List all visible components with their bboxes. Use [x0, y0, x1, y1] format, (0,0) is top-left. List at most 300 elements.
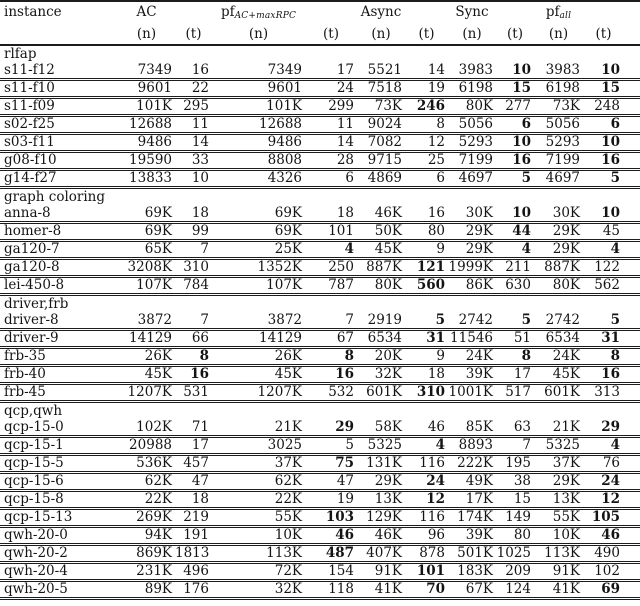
- col-header-sync: [448, 1, 496, 26]
- value-cell: 12: [405, 491, 448, 509]
- value-cell: 73K: [534, 98, 583, 116]
- instance-name: qcp-15-8: [0, 491, 118, 509]
- section-label: graph coloring: [4, 189, 106, 205]
- value-cell: 96: [405, 527, 448, 545]
- value-cell: 29K: [448, 241, 496, 259]
- value-cell: 7349: [118, 63, 175, 80]
- value-cell: 46K: [357, 206, 405, 223]
- instance-name: frb-40: [0, 366, 118, 384]
- value-cell: 16: [305, 366, 357, 384]
- value-cell: 69K: [212, 223, 305, 241]
- value-cell: 11: [175, 116, 212, 134]
- col-header-instance: instance: [0, 1, 118, 45]
- col-header-async-t: (t): [405, 26, 448, 45]
- col-header-sync-label: Sync: [455, 4, 489, 20]
- value-cell: 7: [305, 313, 357, 330]
- value-cell: 55K: [534, 509, 583, 527]
- value-cell: 25K: [212, 241, 305, 259]
- value-cell: 601K: [357, 384, 405, 402]
- value-cell: 69K: [118, 223, 175, 241]
- value-cell: 73K: [357, 98, 405, 116]
- value-cell: 18: [175, 491, 212, 509]
- table-row: [0, 509, 640, 527]
- value-cell: 517: [496, 384, 534, 402]
- value-cell: 101: [405, 563, 448, 581]
- value-cell: 46K: [357, 527, 405, 545]
- value-cell: 630: [496, 277, 534, 295]
- value-cell: 2742: [534, 313, 583, 330]
- value-cell: 89K: [118, 581, 175, 599]
- value-cell: 32K: [212, 581, 305, 599]
- value-cell: 209: [496, 563, 534, 581]
- col-header-pf-acmaxrpc-n: (n): [212, 26, 305, 45]
- value-cell: 30K: [534, 206, 583, 223]
- value-cell: 6534: [357, 330, 405, 348]
- value-cell: 222K: [448, 455, 496, 473]
- value-cell: 5056: [448, 116, 496, 134]
- value-cell: 10K: [212, 527, 305, 545]
- value-cell: 20K: [357, 348, 405, 366]
- value-cell: 1999K: [448, 259, 496, 277]
- value-cell: 22K: [118, 491, 175, 509]
- value-cell: 869K: [118, 545, 175, 563]
- value-cell: 1207K: [118, 384, 175, 402]
- value-cell: 30K: [448, 206, 496, 223]
- value-cell: 12: [405, 134, 448, 152]
- value-cell: 1352K: [212, 259, 305, 277]
- value-cell: 101K: [118, 98, 175, 116]
- value-cell: 1025: [496, 545, 534, 563]
- value-cell: 4: [305, 241, 357, 259]
- table-row: [0, 98, 640, 116]
- col-header-pf-acmaxrpc-t: (t): [305, 26, 357, 45]
- value-cell: 9486: [212, 134, 305, 152]
- value-cell: 7518: [357, 80, 405, 98]
- value-cell: 103: [305, 509, 357, 527]
- value-cell: 17: [175, 437, 212, 455]
- value-cell: 16: [583, 366, 640, 384]
- col-header-async-label: Async: [360, 4, 402, 20]
- value-cell: 129K: [357, 509, 405, 527]
- instance-name: s11-f09: [0, 98, 118, 116]
- value-cell: 122: [583, 259, 640, 277]
- value-cell: 8: [496, 348, 534, 366]
- value-cell: 51: [496, 330, 534, 348]
- value-cell: 24: [405, 473, 448, 491]
- value-cell: 5325: [357, 437, 405, 455]
- value-cell: 4869: [357, 170, 405, 188]
- value-cell: 4697: [534, 170, 583, 188]
- value-cell: 532: [305, 384, 357, 402]
- value-cell: 102K: [118, 420, 175, 437]
- header-spacer: [496, 1, 534, 26]
- value-cell: 28: [305, 152, 357, 170]
- value-cell: 277: [496, 98, 534, 116]
- value-cell: 16: [405, 206, 448, 223]
- value-cell: 887K: [534, 259, 583, 277]
- value-cell: 18: [305, 206, 357, 223]
- value-cell: 116: [405, 509, 448, 527]
- value-cell: 14: [175, 134, 212, 152]
- value-cell: 2742: [448, 313, 496, 330]
- value-cell: 8: [583, 348, 640, 366]
- value-cell: 9486: [118, 134, 175, 152]
- value-cell: 16: [583, 152, 640, 170]
- value-cell: 487: [305, 545, 357, 563]
- table-row: [0, 348, 640, 366]
- value-cell: 50K: [357, 223, 405, 241]
- value-cell: 6534: [534, 330, 583, 348]
- table-row: [0, 259, 640, 277]
- value-cell: 310: [175, 259, 212, 277]
- instance-name: anna-8: [0, 206, 118, 223]
- value-cell: 3983: [534, 63, 583, 80]
- value-cell: 407K: [357, 545, 405, 563]
- value-cell: 5: [583, 170, 640, 188]
- table-row: [0, 527, 640, 545]
- col-header-pf-acmaxrpc-sub: AC+maxRPC: [234, 11, 297, 21]
- value-cell: 560: [405, 277, 448, 295]
- value-cell: 174K: [448, 509, 496, 527]
- value-cell: 45K: [212, 366, 305, 384]
- value-cell: 7349: [212, 63, 305, 80]
- value-cell: 6198: [534, 80, 583, 98]
- value-cell: 183K: [448, 563, 496, 581]
- value-cell: 10: [496, 63, 534, 80]
- value-cell: 15: [583, 80, 640, 98]
- value-cell: 9: [405, 241, 448, 259]
- value-cell: 457: [175, 455, 212, 473]
- value-cell: 6: [405, 170, 448, 188]
- value-cell: 14: [305, 134, 357, 152]
- value-cell: 8: [175, 348, 212, 366]
- value-cell: 118: [305, 581, 357, 599]
- header-spacer: [175, 1, 212, 26]
- value-cell: 16: [175, 366, 212, 384]
- table-row: [0, 277, 640, 295]
- value-cell: 8: [405, 116, 448, 134]
- value-cell: 5521: [357, 63, 405, 80]
- instance-name: qcp-15-6: [0, 473, 118, 491]
- instance-name: qcp-15-0: [0, 420, 118, 437]
- col-header-pf-acmaxrpc: [212, 1, 305, 26]
- value-cell: 24K: [534, 348, 583, 366]
- value-cell: 15: [496, 491, 534, 509]
- table-row: [0, 116, 640, 134]
- value-cell: 80K: [534, 277, 583, 295]
- value-cell: 65K: [118, 241, 175, 259]
- instance-name: lei-450-8: [0, 277, 118, 295]
- value-cell: 19: [305, 491, 357, 509]
- value-cell: 29K: [534, 223, 583, 241]
- value-cell: 5056: [534, 116, 583, 134]
- value-cell: 6: [305, 170, 357, 188]
- value-cell: 11546: [448, 330, 496, 348]
- value-cell: 10: [583, 63, 640, 80]
- value-cell: 313: [583, 384, 640, 402]
- table-row: [0, 80, 640, 98]
- value-cell: 19590: [118, 152, 175, 170]
- instance-name: ga120-7: [0, 241, 118, 259]
- value-cell: 94K: [118, 527, 175, 545]
- value-cell: 1207K: [212, 384, 305, 402]
- value-cell: 12688: [118, 116, 175, 134]
- value-cell: 5: [583, 313, 640, 330]
- value-cell: 784: [175, 277, 212, 295]
- value-cell: 9601: [212, 80, 305, 98]
- value-cell: 887K: [357, 259, 405, 277]
- value-cell: 62K: [212, 473, 305, 491]
- instance-name: s02-f25: [0, 116, 118, 134]
- instance-name: qcp-15-13: [0, 509, 118, 527]
- value-cell: 14: [405, 63, 448, 80]
- value-cell: 45K: [118, 366, 175, 384]
- value-cell: 878: [405, 545, 448, 563]
- value-cell: 12: [583, 491, 640, 509]
- table-row: [0, 420, 640, 437]
- header-spacer: [305, 1, 357, 26]
- table-row: [0, 223, 640, 241]
- value-cell: 17: [305, 63, 357, 80]
- value-cell: 501K: [448, 545, 496, 563]
- value-cell: 6: [583, 116, 640, 134]
- value-cell: 26K: [212, 348, 305, 366]
- value-cell: 9: [405, 348, 448, 366]
- instance-name: qwh-20-2: [0, 545, 118, 563]
- value-cell: 39K: [448, 527, 496, 545]
- value-cell: 8: [305, 348, 357, 366]
- table-row: [0, 63, 640, 80]
- value-cell: 10: [583, 134, 640, 152]
- value-cell: 299: [305, 98, 357, 116]
- value-cell: 4: [405, 437, 448, 455]
- value-cell: 58K: [357, 420, 405, 437]
- value-cell: 9715: [357, 152, 405, 170]
- instance-name: driver-8: [0, 313, 118, 330]
- value-cell: 107K: [212, 277, 305, 295]
- value-cell: 85K: [448, 420, 496, 437]
- value-cell: 246: [405, 98, 448, 116]
- value-cell: 20988: [118, 437, 175, 455]
- value-cell: 99: [175, 223, 212, 241]
- value-cell: 269K: [118, 509, 175, 527]
- value-cell: 18: [175, 206, 212, 223]
- value-cell: 17K: [448, 491, 496, 509]
- value-cell: 91K: [534, 563, 583, 581]
- value-cell: 496: [175, 563, 212, 581]
- value-cell: 69K: [118, 206, 175, 223]
- header-spacer: [405, 1, 448, 26]
- col-header-pf-all-t: (t): [583, 26, 640, 45]
- value-cell: 37K: [534, 455, 583, 473]
- value-cell: 107K: [118, 277, 175, 295]
- value-cell: 9601: [118, 80, 175, 98]
- value-cell: 15: [496, 80, 534, 98]
- value-cell: 49K: [448, 473, 496, 491]
- value-cell: 176: [175, 581, 212, 599]
- value-cell: 10: [175, 170, 212, 188]
- value-cell: 24: [583, 473, 640, 491]
- instance-name: frb-35: [0, 348, 118, 366]
- instance-name: frb-45: [0, 384, 118, 402]
- value-cell: 13K: [357, 491, 405, 509]
- value-cell: 41K: [534, 581, 583, 599]
- table-row: [0, 491, 640, 509]
- col-header-pf-acmaxrpc-label: pf: [220, 4, 235, 20]
- instance-name: qcp-15-1: [0, 437, 118, 455]
- value-cell: 8893: [448, 437, 496, 455]
- col-header-sync-n: (n): [448, 26, 496, 45]
- value-cell: 1813: [175, 545, 212, 563]
- table-row: [0, 330, 640, 348]
- value-cell: 22: [175, 80, 212, 98]
- instance-name: homer-8: [0, 223, 118, 241]
- col-header-pf-all-n: (n): [534, 26, 583, 45]
- value-cell: 101: [305, 223, 357, 241]
- value-cell: 10: [496, 134, 534, 152]
- value-cell: 5293: [534, 134, 583, 152]
- value-cell: 11: [305, 116, 357, 134]
- value-cell: 29K: [448, 223, 496, 241]
- value-cell: 7: [175, 241, 212, 259]
- value-cell: 14129: [212, 330, 305, 348]
- value-cell: 219: [175, 509, 212, 527]
- value-cell: 71: [175, 420, 212, 437]
- value-cell: 67K: [448, 581, 496, 599]
- value-cell: 101K: [212, 98, 305, 116]
- instance-name: driver-9: [0, 330, 118, 348]
- instance-name: qwh-20-5: [0, 581, 118, 599]
- table-row: [0, 152, 640, 170]
- value-cell: 211: [496, 259, 534, 277]
- value-cell: 9024: [357, 116, 405, 134]
- value-cell: 45K: [534, 366, 583, 384]
- value-cell: 2919: [357, 313, 405, 330]
- value-cell: 13833: [118, 170, 175, 188]
- table-row: [0, 313, 640, 330]
- value-cell: 45: [583, 223, 640, 241]
- value-cell: 46: [405, 420, 448, 437]
- value-cell: 5: [305, 437, 357, 455]
- instance-name: qwh-20-4: [0, 563, 118, 581]
- value-cell: 5: [496, 313, 534, 330]
- value-cell: 72K: [212, 563, 305, 581]
- value-cell: 490: [583, 545, 640, 563]
- table-row: [0, 437, 640, 455]
- value-cell: 47: [175, 473, 212, 491]
- value-cell: 536K: [118, 455, 175, 473]
- header-spacer: [583, 1, 640, 26]
- value-cell: 154: [305, 563, 357, 581]
- value-cell: 13K: [534, 491, 583, 509]
- value-cell: 4: [583, 437, 640, 455]
- value-cell: 5: [496, 170, 534, 188]
- value-cell: 7: [175, 313, 212, 330]
- value-cell: 113K: [212, 545, 305, 563]
- value-cell: 191: [175, 527, 212, 545]
- value-cell: 310: [405, 384, 448, 402]
- col-header-async-n: (n): [357, 26, 405, 45]
- table-row: [0, 545, 640, 563]
- value-cell: 10: [583, 206, 640, 223]
- value-cell: 102: [583, 563, 640, 581]
- instance-name: s11-f10: [0, 80, 118, 98]
- value-cell: 531: [175, 384, 212, 402]
- value-cell: 63: [496, 420, 534, 437]
- value-cell: 8808: [212, 152, 305, 170]
- value-cell: 80: [405, 223, 448, 241]
- value-cell: 4326: [212, 170, 305, 188]
- value-cell: 250: [305, 259, 357, 277]
- value-cell: 47: [305, 473, 357, 491]
- value-cell: 80: [496, 527, 534, 545]
- value-cell: 24: [305, 80, 357, 98]
- value-cell: 38: [496, 473, 534, 491]
- value-cell: 4: [496, 241, 534, 259]
- table-row: [0, 473, 640, 491]
- col-header-sync-t: (t): [496, 26, 534, 45]
- value-cell: 105: [583, 509, 640, 527]
- value-cell: 69K: [212, 206, 305, 223]
- value-cell: 80K: [448, 98, 496, 116]
- section-label: driver,frb: [4, 296, 69, 312]
- value-cell: 33: [175, 152, 212, 170]
- table-row: [0, 366, 640, 384]
- value-cell: 55K: [212, 509, 305, 527]
- table-row: [0, 170, 640, 188]
- table-row: [0, 206, 640, 223]
- col-header-ac-n: (n): [118, 26, 175, 45]
- value-cell: 39K: [448, 366, 496, 384]
- value-cell: 70: [405, 581, 448, 599]
- instance-name: qcp-15-5: [0, 455, 118, 473]
- value-cell: 7199: [534, 152, 583, 170]
- value-cell: 19: [405, 80, 448, 98]
- value-cell: 4697: [448, 170, 496, 188]
- section-label: rlfap: [4, 46, 37, 62]
- value-cell: 5293: [448, 134, 496, 152]
- value-cell: 26K: [118, 348, 175, 366]
- value-cell: 18: [405, 366, 448, 384]
- value-cell: 6198: [448, 80, 496, 98]
- section-row: [0, 188, 640, 207]
- value-cell: 29: [305, 420, 357, 437]
- value-cell: 91K: [357, 563, 405, 581]
- value-cell: 787: [305, 277, 357, 295]
- value-cell: 131K: [357, 455, 405, 473]
- value-cell: 29K: [357, 473, 405, 491]
- instance-name: g08-f10: [0, 152, 118, 170]
- section-row: [0, 45, 640, 63]
- value-cell: 24K: [448, 348, 496, 366]
- value-cell: 12688: [212, 116, 305, 134]
- value-cell: 86K: [448, 277, 496, 295]
- value-cell: 7082: [357, 134, 405, 152]
- table-row: [0, 384, 640, 402]
- value-cell: 69: [583, 581, 640, 599]
- instance-name: s03-f11: [0, 134, 118, 152]
- value-cell: 3872: [212, 313, 305, 330]
- value-cell: 62K: [118, 473, 175, 491]
- col-header-async: [357, 1, 405, 26]
- value-cell: 3872: [118, 313, 175, 330]
- value-cell: 3025: [212, 437, 305, 455]
- value-cell: 29K: [534, 473, 583, 491]
- value-cell: 31: [405, 330, 448, 348]
- value-cell: 75: [305, 455, 357, 473]
- instance-name: s11-f12: [0, 63, 118, 80]
- value-cell: 22K: [212, 491, 305, 509]
